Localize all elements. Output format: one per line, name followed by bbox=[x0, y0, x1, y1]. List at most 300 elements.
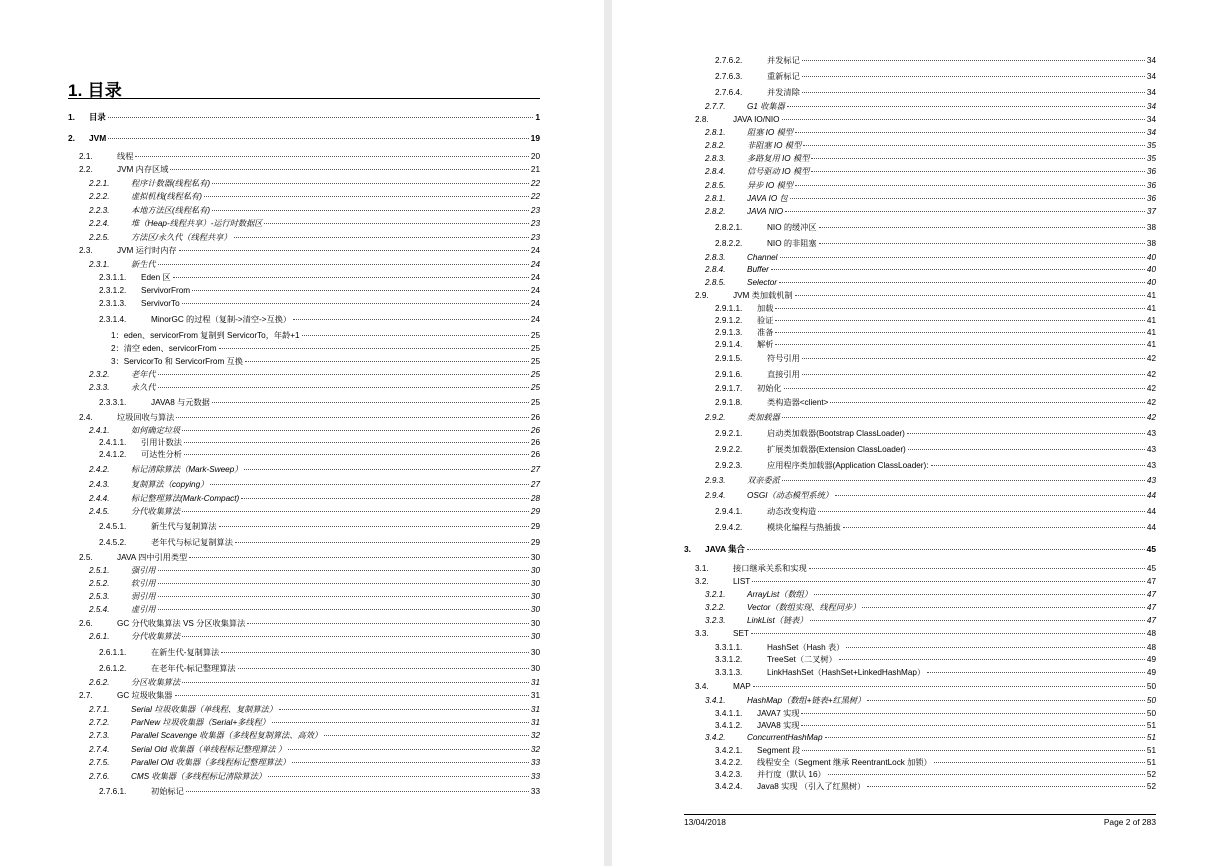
toc-entry-page: 20 bbox=[530, 152, 540, 161]
toc-entry-page: 31 bbox=[530, 705, 540, 714]
toc-entry-page: 33 bbox=[530, 772, 540, 781]
toc-entry[interactable] bbox=[68, 370, 540, 380]
toc-entry-number: 2.9.1.2. bbox=[715, 316, 743, 325]
toc-entry-title: ArrayList（数组） bbox=[747, 590, 813, 599]
toc-entry-title: ServivorFrom bbox=[141, 286, 191, 295]
toc-entry-title: 扩展类加载器(Extension ClassLoader) bbox=[767, 445, 906, 454]
toc-entry-number: 2.9.2. bbox=[705, 413, 726, 422]
toc-entry-number: 2.1. bbox=[79, 152, 93, 161]
toc-entry[interactable] bbox=[684, 115, 1156, 125]
toc-entry-page: 23 bbox=[530, 233, 540, 242]
toc-entry[interactable] bbox=[68, 553, 540, 563]
toc-dot-leader bbox=[186, 791, 529, 792]
toc-entry[interactable] bbox=[68, 494, 540, 504]
toc-entry-page: 24 bbox=[530, 299, 540, 308]
toc-entry[interactable] bbox=[684, 770, 1156, 780]
toc-entry[interactable] bbox=[68, 579, 540, 589]
toc-entry-number: 2.7.5. bbox=[89, 758, 110, 767]
toc-entry[interactable] bbox=[684, 758, 1156, 768]
toc-entry-title: ConcurrentHashMap bbox=[747, 733, 823, 742]
toc-entry[interactable] bbox=[684, 194, 1156, 204]
toc-entry-title: 接口继承关系和实现 bbox=[733, 564, 807, 573]
toc-entry-title: 复制算法（copying） bbox=[131, 480, 209, 489]
toc-entry-title: 新生代与复制算法 bbox=[151, 522, 217, 531]
toc-dot-leader bbox=[802, 750, 1145, 751]
toc-entry[interactable] bbox=[68, 605, 540, 615]
toc-entry-title: 堆（Heap-线程共享）-运行时数据区 bbox=[131, 219, 263, 228]
toc-entry-title: JAVA IO 包 bbox=[747, 194, 788, 203]
toc-entry[interactable] bbox=[68, 398, 540, 408]
toc-entry-page: 42 bbox=[1146, 354, 1156, 363]
toc-entry[interactable] bbox=[68, 592, 540, 602]
toc-entry[interactable] bbox=[684, 445, 1156, 455]
toc-entry-title: NIO 的非阻塞 bbox=[767, 239, 817, 248]
toc-entry[interactable] bbox=[68, 192, 540, 202]
toc-entry-title: 永久代 bbox=[131, 383, 156, 392]
toc-entry-title: 信号驱动 IO 模型 bbox=[747, 167, 810, 176]
toc-entry-page: 36 bbox=[1146, 194, 1156, 203]
footer-date: 13/04/2018 bbox=[684, 817, 726, 827]
toc-entry[interactable] bbox=[684, 476, 1156, 486]
toc-entry-page: 45 bbox=[1146, 544, 1156, 554]
toc-entry-number: 2.2.4. bbox=[89, 219, 110, 228]
toc-entry-title: 初始化 bbox=[757, 384, 782, 393]
toc-entry[interactable] bbox=[68, 745, 540, 755]
toc-entry[interactable] bbox=[68, 758, 540, 768]
toc-entry[interactable] bbox=[684, 56, 1156, 66]
toc-entry-page: 37 bbox=[1146, 207, 1156, 216]
toc-dot-leader bbox=[176, 417, 529, 418]
toc-entry[interactable] bbox=[68, 480, 540, 490]
toc-entry-title: 类加载器 bbox=[747, 413, 780, 422]
toc-entry[interactable] bbox=[684, 316, 1156, 326]
toc-entry-page: 40 bbox=[1146, 278, 1156, 287]
toc-entry-title: Vector（数组实现、线程同步） bbox=[747, 603, 861, 612]
toc-dot-leader bbox=[158, 609, 529, 610]
toc-entry-number: 2.9.1.8. bbox=[715, 398, 743, 407]
toc-entry-page: 26 bbox=[530, 413, 540, 422]
toc-dot-leader bbox=[775, 332, 1145, 333]
toc-entry[interactable] bbox=[68, 705, 540, 715]
toc-entry[interactable] bbox=[68, 465, 540, 475]
toc-entry[interactable] bbox=[684, 141, 1156, 151]
toc-dot-leader bbox=[212, 402, 529, 403]
toc-entry-number: 3.4.2.4. bbox=[715, 782, 743, 791]
toc-dot-leader bbox=[784, 388, 1145, 389]
toc-dot-leader bbox=[247, 623, 529, 624]
toc-entry-number: 3.2.2. bbox=[705, 603, 726, 612]
toc-dot-leader bbox=[819, 243, 1145, 244]
toc-entry-page: 47 bbox=[1146, 577, 1156, 586]
toc-entry[interactable] bbox=[68, 273, 540, 283]
toc-entry-title: JAVA 四中引用类型 bbox=[117, 553, 188, 562]
toc-entry-number: 2.6.1. bbox=[89, 632, 110, 641]
toc-entry-number: 2.3.1.2. bbox=[99, 286, 127, 295]
toc-entry-title: NIO 的缓冲区 bbox=[767, 223, 817, 232]
toc-entry[interactable] bbox=[684, 72, 1156, 82]
toc-entry-title: CMS 收集器（多线程标记清除算法） bbox=[131, 772, 267, 781]
toc-entry-number: 2.9.4.2. bbox=[715, 523, 743, 532]
toc-dot-leader bbox=[801, 725, 1144, 726]
toc-entry-title: JAVA7 实现 bbox=[757, 709, 800, 718]
toc-entry-number: 2.8.5. bbox=[705, 181, 726, 190]
toc-entry[interactable] bbox=[684, 167, 1156, 177]
toc-entry-page: 40 bbox=[1146, 253, 1156, 262]
toc-entry[interactable] bbox=[68, 179, 540, 189]
toc-dot-leader bbox=[288, 749, 529, 750]
toc-entry-page: 51 bbox=[1146, 758, 1156, 767]
toc-entry-title: JVM 内存区域 bbox=[117, 165, 169, 174]
toc-entry[interactable] bbox=[684, 709, 1156, 719]
toc-entry-page: 26 bbox=[530, 426, 540, 435]
footer-page-number: Page 2 of 283 bbox=[1103, 817, 1156, 827]
toc-entry[interactable] bbox=[684, 544, 1156, 554]
toc-entry[interactable] bbox=[684, 181, 1156, 191]
toc-entry-title: 引用计数法 bbox=[141, 438, 182, 447]
toc-entry-title: 启动类加载器(Bootstrap ClassLoader) bbox=[767, 429, 905, 438]
toc-entry[interactable] bbox=[684, 429, 1156, 439]
toc-entry[interactable] bbox=[68, 678, 540, 688]
toc-dot-leader bbox=[802, 76, 1145, 77]
toc-entry[interactable] bbox=[684, 733, 1156, 743]
toc-entry-title: 双亲委派 bbox=[747, 476, 780, 485]
toc-entry-number: 2.7.6. bbox=[89, 772, 110, 781]
toc-entry[interactable] bbox=[68, 260, 540, 270]
toc-entry-number: 2.3.1.4. bbox=[99, 315, 127, 324]
toc-entry-page: 42 bbox=[1146, 413, 1156, 422]
toc-entry[interactable] bbox=[68, 219, 540, 229]
toc-entry[interactable] bbox=[684, 782, 1156, 792]
toc-entry[interactable] bbox=[68, 383, 540, 393]
toc-entry[interactable] bbox=[684, 253, 1156, 263]
toc-entry-number: 2.8.5. bbox=[705, 278, 726, 287]
toc-entry[interactable] bbox=[684, 461, 1156, 471]
toc-entry[interactable] bbox=[68, 315, 540, 325]
toc-entry[interactable] bbox=[684, 239, 1156, 249]
toc-entry[interactable] bbox=[68, 718, 540, 728]
toc-dot-leader bbox=[170, 169, 528, 170]
toc-entry-page: 32 bbox=[530, 745, 540, 754]
toc-entry[interactable] bbox=[68, 152, 540, 162]
toc-entry[interactable] bbox=[68, 522, 540, 532]
toc-entry[interactable] bbox=[684, 207, 1156, 217]
toc-entry-page: 31 bbox=[530, 718, 540, 727]
toc-entry-title: 虚引用 bbox=[131, 605, 156, 614]
toc-entry-title: ServivorTo bbox=[141, 299, 180, 308]
toc-entry-title: JAVA IO/NIO bbox=[733, 115, 780, 124]
toc-entry-title: 阻塞 IO 模型 bbox=[747, 128, 793, 137]
toc-entry[interactable] bbox=[684, 304, 1156, 314]
toc-entry-title: JVM 类加载机制 bbox=[733, 291, 793, 300]
toc-entry-number: 2.8.1. bbox=[705, 128, 726, 137]
toc-entry-title: 强引用 bbox=[131, 566, 156, 575]
toc-entry-page: 23 bbox=[530, 206, 540, 215]
toc-entry[interactable] bbox=[684, 328, 1156, 338]
toc-entry-title: 3：ServicorTo 和 ServicorFrom 互换 bbox=[111, 357, 243, 366]
toc-entry-number: 2.7.4. bbox=[89, 745, 110, 754]
toc-entry[interactable] bbox=[68, 133, 540, 143]
toc-entry[interactable] bbox=[68, 772, 540, 782]
toc-entry[interactable] bbox=[68, 507, 540, 517]
toc-entry[interactable] bbox=[68, 450, 540, 460]
toc-entry-title: 老年代 bbox=[131, 370, 156, 379]
toc-entry-title: TreeSet（二叉树） bbox=[767, 655, 837, 664]
toc-entry-page: 29 bbox=[530, 507, 540, 516]
toc-entry[interactable] bbox=[684, 629, 1156, 639]
toc-entry[interactable] bbox=[684, 668, 1156, 678]
toc-entry[interactable] bbox=[684, 491, 1156, 501]
toc-entry-title: 标记整理算法(Mark-Compact) bbox=[131, 494, 240, 503]
toc-entry-number: 2.5.3. bbox=[89, 592, 110, 601]
toc-entry[interactable] bbox=[684, 88, 1156, 98]
toc-entry-number: 2.7.1. bbox=[89, 705, 110, 714]
toc-entry-number: 3.2.3. bbox=[705, 616, 726, 625]
toc-dot-leader bbox=[245, 361, 529, 362]
toc-entry[interactable] bbox=[684, 655, 1156, 665]
toc-entry[interactable] bbox=[68, 619, 540, 629]
toc-entry-title: JAVA NIO bbox=[747, 207, 784, 216]
toc-entry-number: 2.2.5. bbox=[89, 233, 110, 242]
toc-entry-page: 28 bbox=[530, 494, 540, 503]
toc-entry-number: 2.7.3. bbox=[89, 731, 110, 740]
toc-entry-page: 27 bbox=[530, 465, 540, 474]
toc-entry-page: 50 bbox=[1146, 682, 1156, 691]
toc-dot-leader bbox=[293, 319, 529, 320]
toc-entry[interactable] bbox=[68, 648, 540, 658]
toc-entry-page: 31 bbox=[530, 678, 540, 687]
toc-entry[interactable] bbox=[684, 577, 1156, 587]
toc-entry[interactable] bbox=[684, 278, 1156, 288]
toc-dot-leader bbox=[775, 308, 1145, 309]
toc-entry-number: 2.3.3.1. bbox=[99, 398, 127, 407]
toc-entry-number: 2.9.4. bbox=[705, 491, 726, 500]
toc-entry-number: 2.9.3. bbox=[705, 476, 726, 485]
toc-dot-leader bbox=[204, 196, 529, 197]
toc-entry[interactable] bbox=[684, 507, 1156, 517]
toc-entry-page: 22 bbox=[530, 179, 540, 188]
toc-dot-leader bbox=[235, 542, 529, 543]
toc-entry[interactable] bbox=[68, 664, 540, 674]
toc-dot-leader bbox=[173, 277, 529, 278]
toc-entry-title: Buffer bbox=[747, 265, 769, 274]
toc-entry-title: ParNew 垃圾收集器（Serial+多线程） bbox=[131, 718, 270, 727]
toc-entry[interactable] bbox=[68, 357, 540, 367]
toc-entry-title: 验证 bbox=[757, 316, 774, 325]
toc-dot-leader bbox=[179, 250, 529, 251]
toc-entry[interactable] bbox=[684, 603, 1156, 613]
toc-dot-leader bbox=[771, 269, 1145, 270]
toc-entry-title: 线程 bbox=[117, 152, 134, 161]
toc-entry-page: 30 bbox=[530, 579, 540, 588]
toc-dot-leader bbox=[782, 119, 1145, 120]
toc-entry[interactable] bbox=[684, 223, 1156, 233]
toc-entry-title: 重新标记 bbox=[767, 72, 800, 81]
toc-entry-page: 25 bbox=[530, 370, 540, 379]
toc-entry-number: 2.2.2. bbox=[89, 192, 110, 201]
toc-entry-page: 21 bbox=[530, 165, 540, 174]
toc-entry[interactable] bbox=[684, 291, 1156, 301]
toc-dot-leader bbox=[908, 449, 1145, 450]
toc-entry-title: 分代收集算法 bbox=[131, 632, 181, 641]
toc-entry[interactable] bbox=[684, 354, 1156, 364]
toc-entry-number: 3.2.1. bbox=[705, 590, 726, 599]
toc-entry[interactable] bbox=[68, 112, 540, 122]
toc-entry[interactable] bbox=[684, 746, 1156, 756]
toc-entry[interactable] bbox=[684, 384, 1156, 394]
toc-entry-page: 44 bbox=[1146, 507, 1156, 516]
toc-entry-number: 2.7. bbox=[79, 691, 93, 700]
toc-entry[interactable] bbox=[68, 331, 540, 341]
toc-entry[interactable] bbox=[684, 696, 1156, 706]
toc-entry-title: 标记清除算法（Mark-Sweep） bbox=[131, 465, 243, 474]
toc-entry-title: HashSet（Hash 表） bbox=[767, 643, 845, 652]
toc-dot-leader bbox=[212, 183, 529, 184]
toc-entry-page: 47 bbox=[1146, 603, 1156, 612]
toc-entry-page: 36 bbox=[1146, 181, 1156, 190]
toc-dot-leader bbox=[158, 596, 529, 597]
toc-entry[interactable] bbox=[68, 566, 540, 576]
toc-entry-number: 2.6.1.2. bbox=[99, 664, 127, 673]
toc-entry[interactable] bbox=[684, 413, 1156, 423]
toc-entry-title: Serial Old 收集器（单线程标记整理算法 ） bbox=[131, 745, 287, 754]
toc-entry-title: JAVA8 实现 bbox=[757, 721, 800, 730]
toc-entry-number: 2.3.1.1. bbox=[99, 273, 127, 282]
toc-entry[interactable] bbox=[68, 632, 540, 642]
toc-entry-title: 并发清除 bbox=[767, 88, 800, 97]
toc-entry-number: 3.3.1.2. bbox=[715, 655, 743, 664]
toc-entry-number: 2.2.3. bbox=[89, 206, 110, 215]
toc-entry-page: 35 bbox=[1146, 141, 1156, 150]
page-footer bbox=[684, 814, 1156, 827]
toc-dot-leader bbox=[818, 511, 1145, 512]
toc-dot-leader bbox=[753, 686, 1145, 687]
toc-entry-title: GC 分代收集算法 VS 分区收集算法 bbox=[117, 619, 246, 628]
toc-entry[interactable] bbox=[68, 286, 540, 296]
toc-entry-page: 48 bbox=[1146, 643, 1156, 652]
toc-entry-number: 2.7.6.1. bbox=[99, 787, 127, 796]
toc-entry-title: 分代收集算法 bbox=[131, 507, 181, 516]
toc-entry[interactable] bbox=[684, 128, 1156, 138]
toc-entry[interactable] bbox=[68, 538, 540, 548]
toc-entry[interactable] bbox=[68, 438, 540, 448]
toc-entry[interactable] bbox=[684, 370, 1156, 380]
toc-dot-leader bbox=[244, 469, 528, 470]
toc-entry-page: 38 bbox=[1146, 223, 1156, 232]
toc-entry[interactable] bbox=[68, 787, 540, 797]
toc-entry-number: 1. bbox=[68, 112, 75, 122]
toc-entry-page: 43 bbox=[1146, 476, 1156, 485]
toc-entry[interactable] bbox=[68, 299, 540, 309]
toc-entry-title: OSGI（动态模型系统） bbox=[747, 491, 833, 500]
toc-entry[interactable] bbox=[684, 398, 1156, 408]
toc-entry-title: 线程安全（Segment 继承 ReentrantLock 加锁） bbox=[757, 758, 932, 767]
toc-entry-title: 多路复用 IO 模型 bbox=[747, 154, 810, 163]
toc-dot-leader bbox=[182, 511, 529, 512]
toc-entry[interactable] bbox=[684, 721, 1156, 731]
toc-dot-leader bbox=[828, 774, 1145, 775]
toc-entry[interactable] bbox=[684, 523, 1156, 533]
toc-dot-leader bbox=[158, 264, 529, 265]
toc-entry[interactable] bbox=[684, 340, 1156, 350]
toc-entry-title: 动态改变构造 bbox=[767, 507, 817, 516]
toc-dot-leader bbox=[825, 737, 1145, 738]
toc-entry-page: 34 bbox=[1146, 72, 1156, 81]
toc-dot-leader bbox=[219, 348, 529, 349]
toc-entry[interactable] bbox=[68, 206, 540, 216]
toc-dot-leader bbox=[192, 290, 529, 291]
toc-entry[interactable] bbox=[684, 154, 1156, 164]
toc-entry-number: 2.6. bbox=[79, 619, 93, 628]
toc-dot-leader bbox=[135, 156, 529, 157]
toc-entry-title: HashMap（数组+链表+红黑树） bbox=[747, 696, 866, 705]
toc-entry-number: 2.4.3. bbox=[89, 480, 110, 489]
toc-entry-page: 30 bbox=[530, 592, 540, 601]
toc-entry-title: 并行度（默认 16） bbox=[757, 770, 826, 779]
toc-entry-page: 34 bbox=[1146, 128, 1156, 137]
toc-dot-leader bbox=[795, 185, 1145, 186]
toc-entry-page: 41 bbox=[1146, 304, 1156, 313]
toc-entry-title: JVM bbox=[89, 133, 107, 143]
toc-entry-title: GC 垃圾收集器 bbox=[117, 691, 173, 700]
toc-entry-title: Java8 实现 （引入了红黑树） bbox=[757, 782, 866, 791]
toc-entry[interactable] bbox=[684, 643, 1156, 653]
toc-entry-page: 52 bbox=[1146, 782, 1156, 791]
toc-dot-leader bbox=[182, 682, 529, 683]
toc-dot-leader bbox=[780, 257, 1145, 258]
toc-entry[interactable] bbox=[684, 590, 1156, 600]
toc-entry-number: 2.4.2. bbox=[89, 465, 110, 474]
toc-entry[interactable] bbox=[684, 616, 1156, 626]
toc-entry[interactable] bbox=[68, 413, 540, 423]
toc-entry-page: 19 bbox=[530, 133, 540, 143]
toc-entry-title: 目录 bbox=[89, 112, 106, 122]
toc-entry[interactable] bbox=[684, 682, 1156, 692]
toc-entry[interactable] bbox=[68, 691, 540, 701]
toc-entry[interactable] bbox=[684, 564, 1156, 574]
toc-dot-leader bbox=[782, 417, 1145, 418]
toc-entry-title: 程序计数器(线程私有) bbox=[131, 179, 211, 188]
toc-entry[interactable] bbox=[68, 731, 540, 741]
toc-entry-title: Selector bbox=[747, 278, 778, 287]
toc-entry[interactable] bbox=[68, 344, 540, 354]
toc-entry-number: 2.5.1. bbox=[89, 566, 110, 575]
toc-entry-number: 2.8.4. bbox=[705, 265, 726, 274]
toc-entry-number: 2.5.4. bbox=[89, 605, 110, 614]
toc-entry-page: 24 bbox=[530, 273, 540, 282]
toc-dot-leader bbox=[158, 374, 529, 375]
toc-entry[interactable] bbox=[684, 265, 1156, 275]
toc-entry-page: 33 bbox=[530, 787, 540, 796]
toc-entry-number: 2.8.2. bbox=[705, 207, 726, 216]
toc-entry-title: 模块化编程与热插拔 bbox=[767, 523, 841, 532]
toc-entry-page: 24 bbox=[530, 260, 540, 269]
toc-entry-number: 2.3.2. bbox=[89, 370, 110, 379]
toc-entry[interactable] bbox=[68, 233, 540, 243]
toc-dot-leader bbox=[787, 106, 1145, 107]
toc-entry-title: 分区收集算法 bbox=[131, 678, 181, 687]
toc-entry-title: 老年代与标记复制算法 bbox=[151, 538, 233, 547]
toc-entry-title: 可达性分析 bbox=[141, 450, 182, 459]
toc-entry[interactable] bbox=[68, 165, 540, 175]
toc-entry[interactable] bbox=[68, 426, 540, 436]
toc-entry[interactable] bbox=[684, 102, 1156, 112]
toc-dot-leader bbox=[182, 636, 529, 637]
toc-entry-page: 40 bbox=[1146, 265, 1156, 274]
toc-entry-title: Serial 垃圾收集器（单线程、复制算法） bbox=[131, 705, 278, 714]
toc-entry-page: 47 bbox=[1146, 590, 1156, 599]
toc-entry-page: 51 bbox=[1146, 733, 1156, 742]
toc-entry[interactable] bbox=[68, 246, 540, 256]
